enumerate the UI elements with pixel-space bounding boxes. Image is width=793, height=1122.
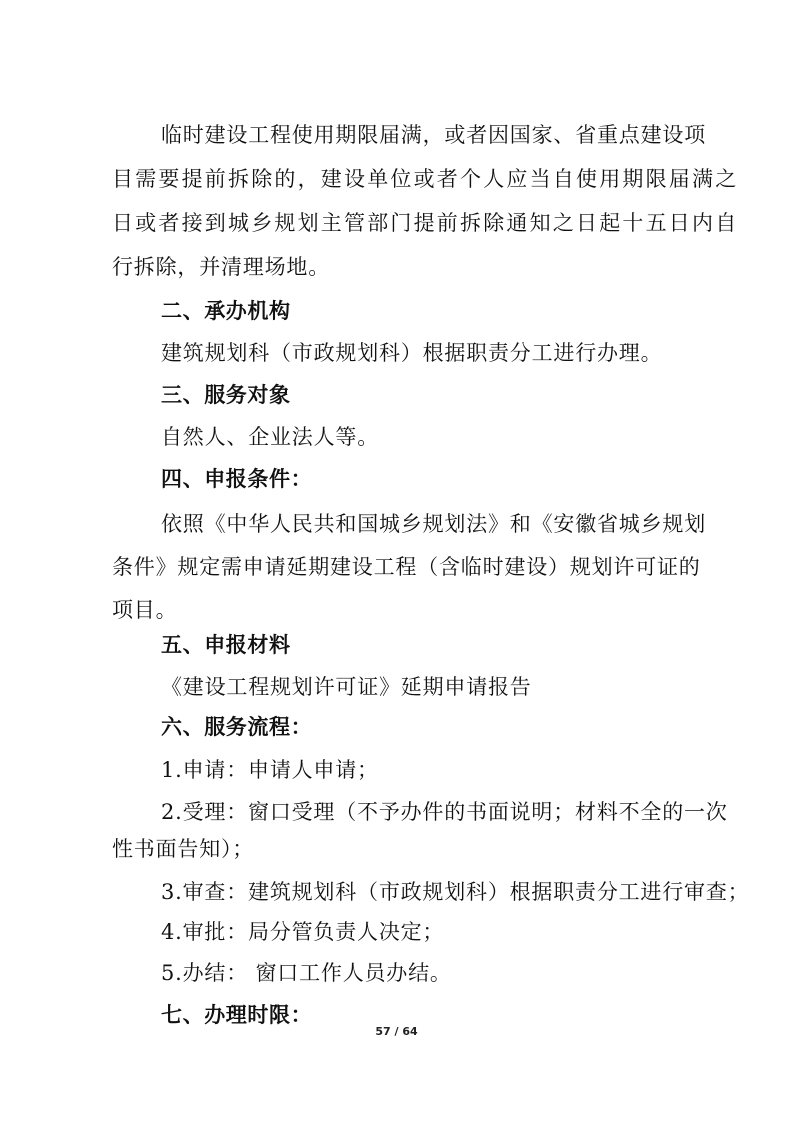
section-heading-5: 五、申报材料 bbox=[161, 633, 291, 657]
paragraph-line: 项目。 bbox=[112, 598, 178, 622]
section-heading-7: 七、办理时限： bbox=[161, 1003, 313, 1027]
paragraph-line: 自然人、企业法人等。 bbox=[161, 425, 379, 449]
list-item: 4.审批：局分管负责人决定； bbox=[161, 920, 445, 944]
list-item: 3.审查：建筑规划科（市政规划科）根据职责分工进行审查； bbox=[161, 880, 750, 904]
section-heading-4: 四、申报条件： bbox=[161, 467, 313, 491]
paragraph-line: 条件》规定需申请延期建设工程（含临时建设）规划许可证的 bbox=[112, 555, 701, 579]
paragraph-line: 行拆除，并清理场地。 bbox=[112, 255, 330, 279]
section-heading-2: 二、承办机构 bbox=[161, 299, 291, 323]
list-item: 1.申请：申请人申请； bbox=[161, 758, 379, 782]
list-item: 5.办结： 窗口工作人员办结。 bbox=[161, 961, 452, 985]
paragraph-line: 依照《中华人民共和国城乡规划法》和《安徽省城乡规划 bbox=[161, 512, 706, 536]
section-heading-6: 六、服务流程： bbox=[161, 715, 313, 739]
paragraph-line: 《建设工程规划许可证》延期申请报告 bbox=[161, 675, 532, 699]
paragraph-line: 日或者接到城乡规划主管部门提前拆除通知之日起十五日内自 bbox=[112, 211, 739, 235]
paragraph-line: 建筑规划科（市政规划科）根据职责分工进行办理。 bbox=[161, 341, 663, 365]
paragraph-line: 临时建设工程使用期限届满，或者因国家、省重点建设项 bbox=[161, 123, 706, 147]
section-heading-3: 三、服务对象 bbox=[161, 383, 291, 407]
page-number: 57 / 64 bbox=[375, 1025, 418, 1038]
paragraph-line: 目需要提前拆除的，建设单位或者个人应当自使用期限届满之 bbox=[112, 167, 739, 191]
list-item: 2.受理：窗口受理（不予办件的书面说明；材料不全的一次 bbox=[161, 800, 728, 824]
list-item-continuation: 性书面告知）； bbox=[112, 837, 255, 861]
